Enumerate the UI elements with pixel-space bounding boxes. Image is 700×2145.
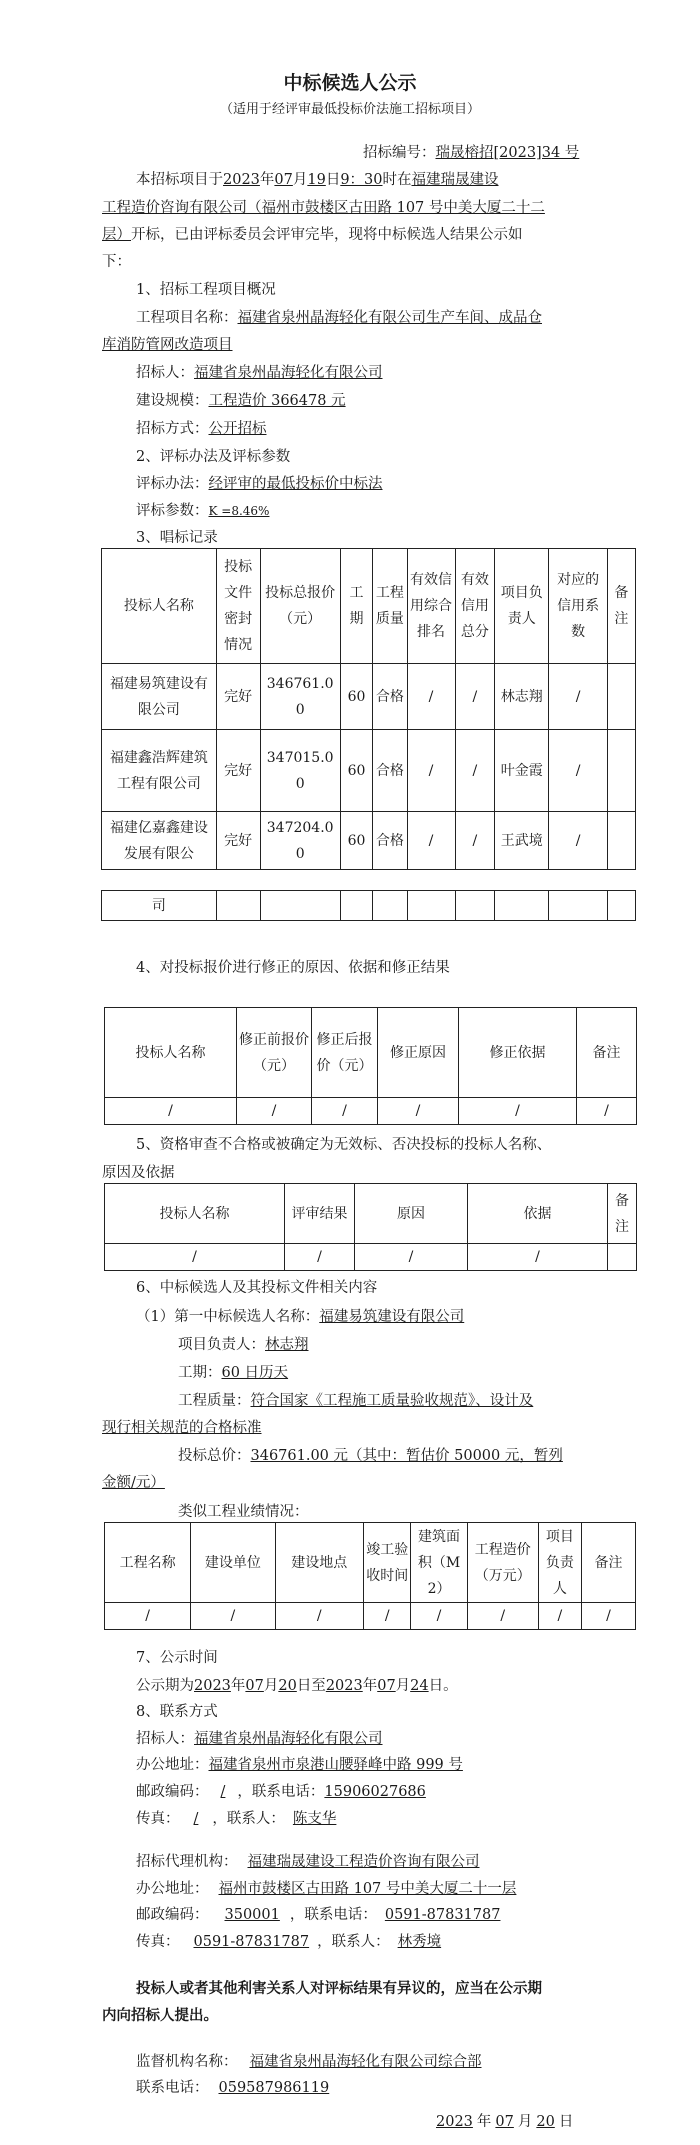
table-cell: 合格: [373, 812, 407, 870]
tenderer-tel: 15906027686: [324, 1784, 426, 1800]
tenderer-post-row: [136, 1780, 426, 1801]
table-cell: 司: [102, 891, 217, 921]
section-6-heading: 6、中标候选人及其投标文件相关内容: [136, 1280, 378, 1296]
header-cell: 工期: [340, 549, 372, 664]
agent-post-row: [136, 1903, 500, 1924]
text: 年: [476, 2114, 492, 2130]
agent-contact: 林秀境: [397, 1934, 442, 1950]
intro-day: 19: [307, 172, 326, 188]
intro-text: 本招标项目于: [136, 172, 223, 188]
header-cell: 备注: [608, 1184, 637, 1244]
first-candidate-value: 福建易筑建设有限公司: [319, 1309, 465, 1325]
table-cell: 346761.00: [260, 664, 340, 730]
end-year: 2023: [325, 1678, 363, 1694]
header-cell: 投标人名称: [105, 1184, 285, 1244]
eval-param-value: K =8.46%: [208, 504, 270, 518]
table-cell: /: [467, 1603, 538, 1630]
table-cell: [607, 812, 635, 870]
price-label: 投标总价：: [178, 1448, 251, 1464]
owner-row: [136, 361, 383, 382]
header-cell: 备注: [577, 1008, 637, 1098]
table-header-row: [105, 1008, 637, 1098]
intro-text: 时在: [382, 172, 412, 188]
label: ，联系电话：: [237, 1784, 325, 1800]
table-cell: 合格: [373, 730, 407, 812]
tenderer-address-row: [136, 1753, 463, 1774]
quality-value: 符合国家《工程施工质量验收规范》、设计及: [250, 1393, 534, 1409]
table-cell: /: [355, 1244, 468, 1271]
scale-value: 工程造价 366478 元: [208, 393, 346, 409]
intro-line-3: [102, 223, 523, 244]
table-cell: /: [312, 1098, 378, 1125]
table-cell: [373, 891, 407, 921]
table-cell: /: [455, 664, 495, 730]
label: 传真：: [136, 1811, 180, 1827]
disqualified-table: [104, 1183, 637, 1271]
table-header-row: [102, 549, 636, 664]
quality-cont: 现行相关规范的合格标准: [102, 1420, 262, 1436]
end-day: 24: [410, 1678, 429, 1694]
intro-line-4: 下：: [102, 254, 131, 270]
start-month: 07: [245, 1678, 264, 1694]
supervision-org-row: [136, 2050, 482, 2071]
label: 邮政编码：: [136, 1907, 209, 1923]
header-cell: 工程造价（万元）: [467, 1523, 538, 1603]
table-row: [102, 812, 636, 870]
table-cell: [216, 891, 260, 921]
agent-address-row: [136, 1877, 516, 1898]
text: 年: [362, 1678, 378, 1694]
header-cell: 依据: [468, 1184, 608, 1244]
start-day: 20: [278, 1678, 297, 1694]
intro-place: 福建瑞晟建设: [411, 172, 499, 188]
pm-value: 林志翔: [265, 1337, 309, 1353]
table-cell: /: [105, 1098, 237, 1125]
period-value: 60 日历天: [221, 1365, 289, 1381]
tenderer-contact: 陈支华: [292, 1811, 337, 1827]
footer-date: [436, 2110, 573, 2131]
footer-year: 2023: [436, 2114, 473, 2130]
table-cell: 347204.00: [260, 812, 340, 870]
table-row: [102, 891, 636, 921]
table-cell: [607, 664, 635, 730]
table-cell: /: [237, 1098, 312, 1125]
footer-day: 20: [536, 2114, 555, 2130]
section-5-heading: 5、资格审查不合格或被确定为无效标、否决投标的投标人名称、: [136, 1137, 552, 1153]
period-row: [178, 1361, 288, 1382]
header-cell: 有效信用综合排名: [407, 549, 455, 664]
tender-number-value: 瑞晟榕招[2023]34 号: [435, 145, 580, 161]
section-2-heading: 2、评标办法及评标参数: [136, 449, 291, 465]
table-cell: /: [378, 1098, 459, 1125]
header-cell: 工程名称: [105, 1523, 191, 1603]
supervision-tel-row: [136, 2076, 329, 2097]
table-cell: /: [577, 1098, 637, 1125]
table-cell: 60: [340, 664, 372, 730]
table-cell: [608, 1244, 637, 1271]
table-cell: /: [105, 1603, 191, 1630]
supervision-org: 福建省泉州晶海轻化有限公司综合部: [249, 2054, 482, 2070]
page-subtitle: （适用于经评审最低投标价法施工招标项目）: [219, 102, 480, 117]
table-cell: /: [549, 664, 607, 730]
similar-label: 类似工程业绩情况：: [178, 1504, 309, 1520]
header-cell: 对应的信用系数: [549, 549, 607, 664]
table-cell: /: [407, 812, 455, 870]
table-cell: /: [407, 664, 455, 730]
eval-param-label: 评标参数：: [136, 503, 209, 519]
table-cell: 林志翔: [495, 664, 549, 730]
eval-method-label: 评标办法：: [136, 476, 209, 492]
table-cell: [455, 891, 495, 921]
supervision-tel: 059587986119: [218, 2080, 330, 2096]
table-cell: [407, 891, 455, 921]
intro-time: 9：30: [340, 172, 383, 188]
intro-text: 开标，已由评标委员会评审完毕，现将中标候选人结果公示如: [131, 227, 523, 243]
table-row: [105, 1244, 637, 1271]
table-row: [102, 664, 636, 730]
table-cell: /: [538, 1603, 581, 1630]
header-cell: 有效信用总分: [455, 549, 495, 664]
price-value: 346761.00 元（其中：暂估价 50000 元，暂列: [250, 1448, 563, 1464]
table-cell: /: [191, 1603, 275, 1630]
header-cell: 项目负责人: [538, 1523, 581, 1603]
method-row: [136, 417, 267, 438]
eval-param-row: [136, 499, 269, 520]
table-cell: 叶金霞: [495, 730, 549, 812]
table-cell: /: [581, 1603, 635, 1630]
table-cell: 完好: [216, 664, 260, 730]
tender-number: [363, 141, 579, 162]
table-cell: [340, 891, 372, 921]
tenderer-address: 福建省泉州市泉港山腰驿峰中路 999 号: [208, 1757, 463, 1773]
agent-fax-row: [136, 1930, 441, 1951]
table-row: [105, 1603, 636, 1630]
tender-number-label: 招标编号：: [363, 145, 436, 161]
section-3-heading: 3、唱标记录: [136, 530, 218, 546]
table-cell: 完好: [216, 730, 260, 812]
bid-record-table: [101, 548, 636, 870]
tenderer-fax-row: [136, 1807, 336, 1828]
objection-notice-cont: 内向招标人提出。: [102, 2007, 218, 2024]
text: 公示期为: [136, 1678, 194, 1694]
table-cell: 福建亿嘉鑫建设发展有限公: [102, 812, 217, 870]
label: 招标代理机构：: [136, 1854, 238, 1870]
intro-text: 年: [259, 172, 275, 188]
pm-row: [178, 1333, 309, 1354]
quality-label: 工程质量：: [178, 1393, 251, 1409]
section-7-heading: 7、公示时间: [136, 1650, 218, 1666]
table-cell: 347015.00: [260, 730, 340, 812]
label: 联系电话：: [136, 2080, 209, 2096]
header-cell: 投标人名称: [102, 549, 217, 664]
page-title: 中标候选人公示: [283, 72, 417, 94]
header-cell: 修正后报价（元）: [312, 1008, 378, 1098]
agent-tel: 0591-87831787: [384, 1907, 501, 1923]
text: 月: [395, 1678, 411, 1694]
header-cell: 修正原因: [378, 1008, 459, 1098]
header-cell: 竣工验收时间: [364, 1523, 411, 1603]
price-cont: 金额/元）: [102, 1475, 165, 1491]
text: 日: [558, 2114, 574, 2130]
table-cell: [260, 891, 340, 921]
header-cell: 工程质量: [373, 549, 407, 664]
header-cell: 建筑面积（M2）: [411, 1523, 467, 1603]
table-row: [105, 1098, 637, 1125]
table-cell: 60: [340, 812, 372, 870]
label: 办公地址：: [136, 1881, 209, 1897]
intro-text: 日: [325, 172, 341, 188]
agent-fax: 0591-87831787: [193, 1934, 310, 1950]
objection-notice: 投标人或者其他利害关系人对评标结果有异议的，应当在公示期: [136, 1980, 542, 1997]
header-cell: 投标总报价（元）: [260, 549, 340, 664]
table-row: [102, 730, 636, 812]
table-cell: /: [459, 1098, 577, 1125]
text: 日。: [428, 1678, 458, 1694]
header-cell: 建设地点: [275, 1523, 364, 1603]
table-cell: 合格: [373, 664, 407, 730]
similar-projects-table: [104, 1522, 636, 1630]
agent-row: [136, 1850, 480, 1871]
project-name-row: [136, 306, 542, 327]
label: ，联系人：: [317, 1934, 390, 1950]
label: 监督机构名称：: [136, 2054, 238, 2070]
tenderer-value: 福建省泉州晶海轻化有限公司: [194, 1731, 383, 1747]
header-cell: 修正前报价（元）: [237, 1008, 312, 1098]
table-cell: /: [105, 1244, 285, 1271]
table-cell: /: [549, 730, 607, 812]
intro-month: 07: [274, 172, 293, 188]
section-5-heading-cont: 原因及依据: [102, 1165, 175, 1181]
owner-value: 福建省泉州晶海轻化有限公司: [194, 365, 383, 381]
section-8-heading: 8、联系方式: [136, 1704, 218, 1720]
table-header-row: [105, 1523, 636, 1603]
header-cell: 备注: [607, 549, 635, 664]
footer-month: 07: [495, 2114, 514, 2130]
table-cell: /: [455, 812, 495, 870]
intro-text: 层）: [102, 227, 131, 243]
header-cell: 项目负责人: [495, 549, 549, 664]
header-cell: 修正依据: [459, 1008, 577, 1098]
first-candidate-row: [136, 1305, 464, 1326]
table-cell: [495, 891, 549, 921]
period-label: 工期：: [178, 1365, 222, 1381]
header-cell: 投标文件密封情况: [216, 549, 260, 664]
project-name-label: 工程项目名称：: [136, 310, 238, 326]
bid-record-table-continued: [101, 890, 636, 921]
project-name-cont: 库消防管网改造项目: [102, 337, 233, 353]
header-cell: 备注: [581, 1523, 635, 1603]
eval-method-value: 经评审的最低投标价中标法: [208, 476, 383, 492]
table-header-row: [105, 1184, 637, 1244]
label: ，联系电话：: [289, 1907, 377, 1923]
publicity-period: [136, 1674, 458, 1695]
section-4-heading: 4、对投标报价进行修正的原因、依据和修正结果: [136, 960, 450, 976]
project-name: 福建省泉州晶海轻化有限公司生产车间、成品仓: [237, 310, 542, 326]
price-row: [178, 1444, 563, 1465]
table-cell: /: [549, 812, 607, 870]
table-cell: [607, 891, 635, 921]
table-cell: /: [364, 1603, 411, 1630]
table-cell: /: [275, 1603, 364, 1630]
quality-row: [178, 1389, 533, 1410]
table-cell: /: [411, 1603, 467, 1630]
intro-line-2: 工程造价咨询有限公司（福州市鼓楼区古田路 107 号中美大厦二十二: [102, 200, 545, 216]
price-correction-table: [104, 1007, 637, 1125]
text: 日至: [296, 1678, 326, 1694]
agent-post: 350001: [224, 1907, 280, 1923]
header-cell: 原因: [355, 1184, 468, 1244]
text: 年: [230, 1678, 246, 1694]
label: 邮政编码：: [136, 1784, 209, 1800]
table-cell: 福建鑫浩辉建筑工程有限公司: [102, 730, 217, 812]
table-cell: /: [468, 1244, 608, 1271]
header-cell: 投标人名称: [105, 1008, 237, 1098]
eval-method-row: [136, 472, 383, 493]
first-candidate-label: （1）第一中标候选人名称：: [136, 1309, 320, 1325]
start-year: 2023: [194, 1678, 231, 1694]
table-cell: /: [455, 730, 495, 812]
agent-value: 福建瑞晟建设工程造价咨询有限公司: [247, 1854, 480, 1870]
header-cell: 建设单位: [191, 1523, 275, 1603]
label: 传真：: [136, 1934, 180, 1950]
table-cell: 王武境: [495, 812, 549, 870]
table-cell: /: [407, 730, 455, 812]
intro-year: 2023: [223, 172, 260, 188]
table-cell: /: [285, 1244, 355, 1271]
table-cell: 60: [340, 730, 372, 812]
agent-address: 福州市鼓楼区古田路 107 号中美大厦二十一层: [218, 1881, 517, 1897]
table-cell: 福建易筑建设有限公司: [102, 664, 217, 730]
pm-label: 项目负责人：: [178, 1337, 265, 1353]
tenderer-fax: /: [193, 1811, 199, 1827]
text: 月: [517, 2114, 533, 2130]
tenderer-row: [136, 1727, 383, 1748]
header-cell: 评审结果: [285, 1184, 355, 1244]
table-cell: [607, 730, 635, 812]
intro-text: 月: [292, 172, 308, 188]
text: 月: [263, 1678, 279, 1694]
label: 招标人：: [136, 1731, 194, 1747]
method-value: 公开招标: [208, 421, 267, 437]
section-1-heading: 1、招标工程项目概况: [136, 282, 276, 298]
scale-row: [136, 389, 346, 410]
tenderer-post: /: [220, 1784, 226, 1800]
scale-label: 建设规模：: [136, 393, 209, 409]
label: 办公地址：: [136, 1757, 209, 1773]
owner-label: 招标人：: [136, 365, 194, 381]
label: ，联系人：: [212, 1811, 285, 1827]
table-cell: [549, 891, 607, 921]
method-label: 招标方式：: [136, 421, 209, 437]
end-month: 07: [377, 1678, 396, 1694]
intro-line-1: [136, 168, 499, 189]
table-cell: 完好: [216, 812, 260, 870]
